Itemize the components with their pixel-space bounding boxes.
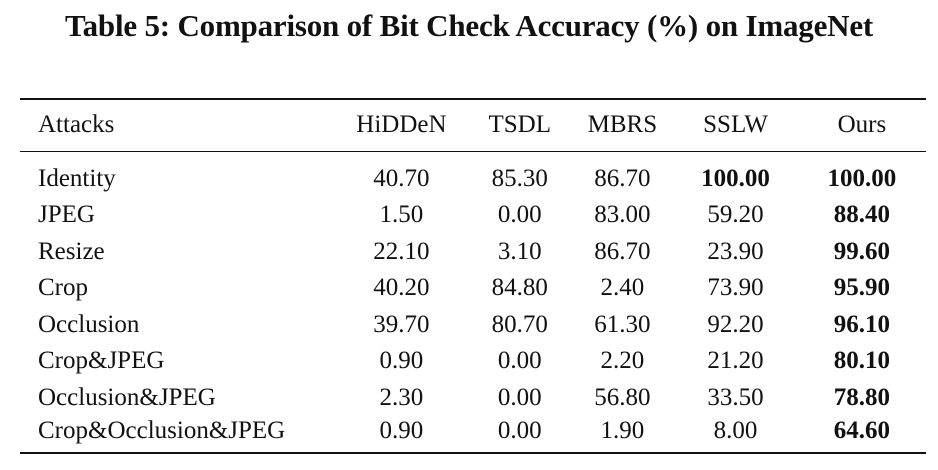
ours-value-cell: 99.60: [833, 237, 890, 265]
header-tsdl: TSDL: [468, 99, 571, 151]
ours-value-cell: 64.60: [833, 416, 890, 444]
table-row: [20, 197, 926, 234]
tsdl-value-cell: 0.00: [497, 347, 542, 375]
table-row: [20, 234, 926, 271]
tsdl-value-cell: 85.30: [491, 165, 548, 193]
attack-name-cell: Crop&Occlusion&JPEG: [38, 416, 286, 444]
mbrs-value-cell: 86.70: [594, 165, 651, 193]
mbrs-value-cell: 83.00: [594, 201, 651, 229]
tsdl-value-cell: 0.00: [497, 201, 542, 229]
tsdl-value-cell: 84.80: [491, 274, 548, 302]
sslw-value-cell: 100.00: [701, 165, 770, 193]
header-mbrs: MBRS: [571, 99, 673, 151]
hidden-value-cell: 39.70: [373, 310, 430, 338]
ours-value-cell: 80.10: [833, 347, 890, 375]
sslw-value-cell: 59.20: [707, 201, 764, 229]
mbrs-value-cell: 86.70: [594, 237, 651, 265]
hidden-value-cell: 0.90: [379, 416, 424, 444]
header-sslw: SSLW: [673, 99, 797, 151]
header-hidden: HiDDeN: [335, 99, 468, 151]
sslw-value-cell: 21.20: [707, 347, 764, 375]
table-row: [20, 380, 926, 417]
hidden-value-cell: 0.90: [379, 347, 424, 375]
attack-name-cell: Occlusion: [38, 310, 140, 338]
ours-value-cell: 95.90: [833, 274, 890, 302]
mbrs-value-cell: 56.80: [594, 383, 651, 411]
sslw-value-cell: 33.50: [707, 383, 764, 411]
mbrs-value-cell: 61.30: [594, 310, 651, 338]
header-row: [20, 99, 926, 151]
table-row: [20, 307, 926, 344]
tsdl-value-cell: 0.00: [497, 416, 542, 444]
hidden-value-cell: 1.50: [379, 201, 424, 229]
hidden-value-cell: 40.70: [373, 165, 430, 193]
hidden-value-cell: 22.10: [373, 237, 430, 265]
table-row: [20, 416, 926, 453]
mbrs-value-cell: 2.20: [600, 347, 645, 375]
sslw-value-cell: 92.20: [707, 310, 764, 338]
table-body: [20, 151, 926, 453]
ours-value-cell: 88.40: [833, 201, 890, 229]
tsdl-value-cell: 80.70: [491, 310, 548, 338]
sslw-value-cell: 23.90: [707, 237, 764, 265]
table-header: [20, 99, 926, 151]
attack-name-cell: Crop: [38, 274, 88, 302]
sslw-value-cell: 8.00: [713, 416, 758, 444]
hidden-value-cell: 40.20: [373, 274, 430, 302]
ours-value-cell: 78.80: [833, 383, 890, 411]
tsdl-value-cell: 3.10: [497, 237, 542, 265]
mbrs-value-cell: 2.40: [600, 274, 645, 302]
mbrs-value-cell: 1.90: [600, 416, 645, 444]
header-ours: Ours: [798, 99, 926, 151]
hidden-value-cell: 2.30: [379, 383, 424, 411]
table-row: [20, 151, 926, 197]
table-caption: Table 5: Comparison of Bit Check Accuracy (%) on ImageNet: [64, 8, 874, 43]
sslw-value-cell: 73.90: [707, 274, 764, 302]
header-attacks: Attacks: [20, 99, 335, 151]
attack-name-cell: Identity: [38, 165, 116, 193]
table-row: [20, 343, 926, 380]
ours-value-cell: 100.00: [827, 165, 897, 193]
attack-name-cell: Resize: [38, 237, 105, 265]
table-row: [20, 270, 926, 307]
ours-value-cell: 96.10: [833, 310, 890, 338]
attack-name-cell: Occlusion&JPEG: [38, 383, 216, 411]
attack-name-cell: Crop&JPEG: [38, 347, 165, 375]
tsdl-value-cell: 0.00: [497, 383, 542, 411]
results-table: [20, 98, 926, 454]
attack-name-cell: JPEG: [38, 201, 95, 229]
